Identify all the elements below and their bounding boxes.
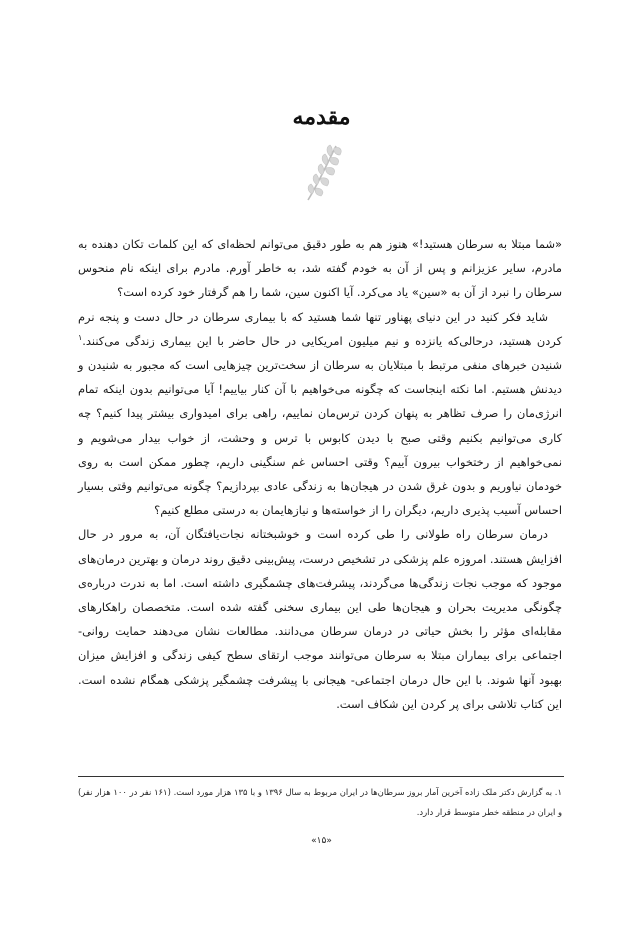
- paragraph-3: درمان سرطان راه طولانی را طی کرده است و خوشبختانه نجات‌یافتگان آن، به مرور در حال افزایش هستند. امروزه علم پزشکی در تشخیص درست، پیش‌بینی دقیق روند درمان و بهترین درمان‌های موجود که موجب نجات زندگی‌ها می‌گردند، پیشرفت‌های چشمگیری داشته است. اما به ندرت درباره‌ی چگونگی مدیریت بحران و هیجان‌ها طی این بیماری سخنی گفته شده است. متخصصان راهکارهای مقابله‌ای مؤثر را بخش حیاتی در درمان سرطان می‌دانند. مطالعات نشان می‌دهند حمایت روانی-اجتماعی برای بیماران مبتلا به سرطان می‌توانند موجب ارتقای سطح کیفی زندگی و افزایش میزان بهبود آنها شوند. با این حال درمان اجتماعی- هیجانی با پیشرفت چشمگیر پزشکی همگام نشده است. این کتاب تلاشی برای پر کردن این شکاف است.: [78, 527, 562, 711]
- footnote: ۱. به گزارش دکتر ملک زاده آخرین آمار بروز سرطان‌ها در ایران مربوط به سال ۱۳۹۶ و با ۱۳۵ هزار مورد است. (۱۶۱ نفر در ۱۰۰ هزار نفر) و ایران در منطقه خطر متوسط قرار دارد.: [78, 787, 562, 817]
- leaf-branch-icon: [296, 140, 348, 204]
- footnote-reference: ۱: [78, 333, 83, 343]
- page-number: «۱۵»: [311, 836, 332, 846]
- paragraph-1: «شما مبتلا به سرطان هستید!» هنوز هم به طور دقیق می‌توانم لحظه‌ای که این کلمات تکان دهنده به مادرم، سایر عزیزانم و پس از آن به خودم گفته شد، به خاطر آورم. مادرم برای اینکه نام منحوس سرطان را نبرد از آن به «سین» یاد می‌کرد. آیا اکنون سین، شما را هم گرفتار خود کرده است؟: [78, 237, 562, 300]
- paragraph-2-part-1: شاید فکر کنید در این دنیای پهناور تنها شما هستید که با بیماری سرطان در حال دست و پنجه نرم کردن هستید، درحالی‌که یانزده و نیم میلیون امریکایی در حال حاضر با این بیماری زندگی می‌کنند.: [78, 309, 562, 348]
- paragraph-2-part-2: شنیدن خبرهای منفی مرتبط با مبتلایان به سرطان از سخت‌ترین چیزهایی است که مجبور به شنیدن و دیدنش هستیم. اما نکته اینجاست که چگونه می‌خواهیم با آن کنار بیاییم! آیا می‌توانیم بدون اینکه تمام انرژی‌مان را صرف تظاهر به پنهان کردن ترس‌مان نماییم، راهی برای امیدواری بیشتر پیدا کنیم؟ چه کاری می‌توانیم بکنیم وقتی صبح با دیدن کابوس با ترس و وحشت، از خواب بیدار می‌شویم و نمی‌خواهیم از رختخواب بیرون آییم؟ وقتی احساس غم سنگینی داریم، چطور ممکن است به روی خودمان نیاوریم و بدون غرق شدن در هیجان‌ها به زندگی عادی بپردازیم؟ چگونه می‌توانیم وقتی بسیار احساس آسیب پذیری داریم، دیگران را از خواسته‌ها و نیازهایمان به درستی مطلع کنیم؟: [78, 358, 562, 518]
- paragraph-2: [78, 305, 562, 523]
- chapter-title: مقدمه: [292, 104, 351, 130]
- footnote-divider: [78, 776, 564, 777]
- body-text: [78, 232, 562, 716]
